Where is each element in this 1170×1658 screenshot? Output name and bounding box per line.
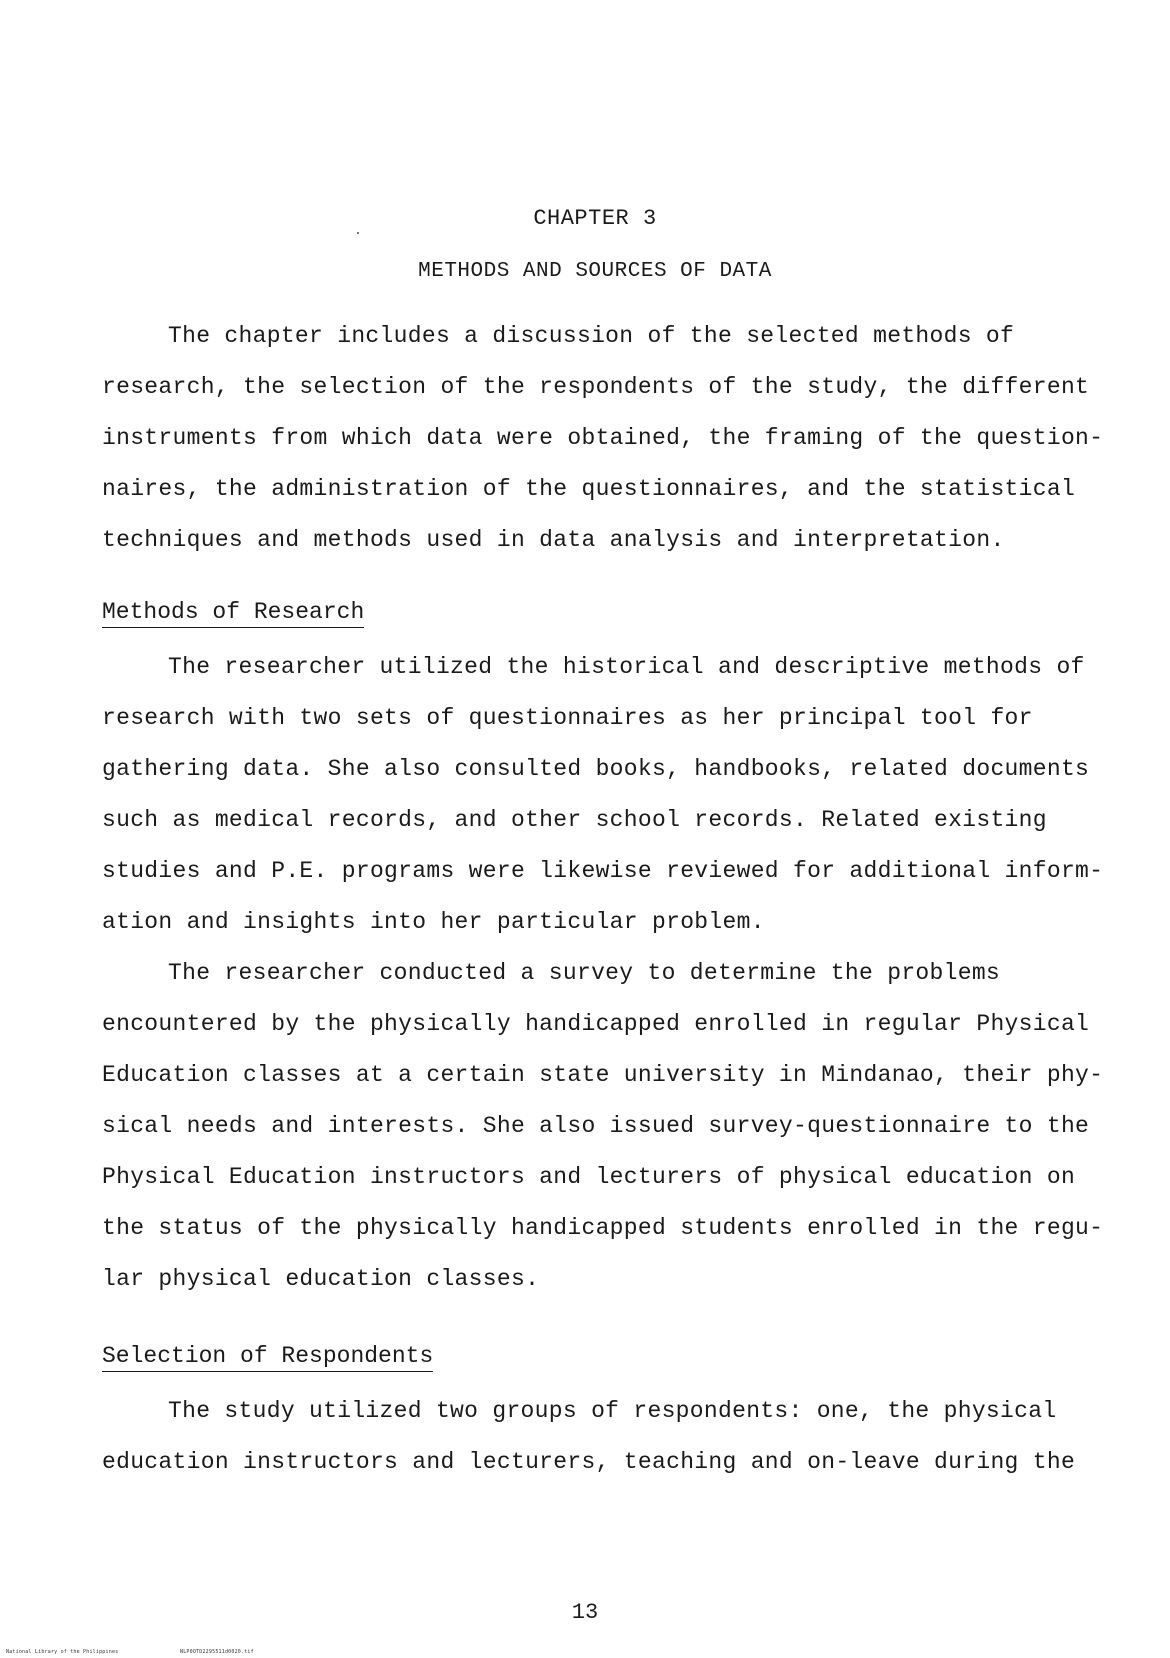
paragraph-line: gathering data. She also consulted books, handbooks, related documents [102, 756, 1090, 782]
section-heading-respondents: Selection of Respondents [102, 1344, 433, 1372]
paragraph-line: techniques and methods used in data analysis and interpretation. [102, 527, 1005, 553]
paragraph-line: encountered by the physically handicapped enrolled in regular Physical [102, 1011, 1090, 1037]
paragraph-line: the status of the physically handicapped students enrolled in the regu- [102, 1215, 1104, 1241]
footer-library-credit: National Library of the Philippines [6, 1649, 119, 1655]
paragraph-line: naires, the administration of the questionnaires, and the statistical [102, 476, 1076, 502]
paragraph-line: research with two sets of questionnaires as her principal tool for [102, 705, 1033, 731]
paragraph-line: instruments from which data were obtained, the framing of the question- [102, 425, 1104, 451]
page-number: 13 [571, 1600, 599, 1625]
paragraph-line: Education classes at a certain state university in Mindanao, their phy- [102, 1062, 1104, 1088]
paragraph-line: The study utilized two groups of respondents: one, the physical [168, 1398, 1057, 1424]
scan-speck [357, 232, 359, 234]
paragraph-line: studies and P.E. programs were likewise reviewed for additional inform- [102, 858, 1104, 884]
paragraph-line: ation and insights into her particular problem. [102, 909, 765, 935]
footer-file-code: NLP0OTD2295511d0020.tif [180, 1649, 254, 1655]
paragraph-line: such as medical records, and other school records. Related existing [102, 807, 1047, 833]
paragraph-line: sical needs and interests. She also issued survey-questionnaire to the [102, 1113, 1090, 1139]
chapter-title: METHODS AND SOURCES OF DATA [418, 260, 772, 283]
section-heading-methods: Methods of Research [102, 600, 364, 628]
paragraph-line: Physical Education instructors and lecturers of physical education on [102, 1164, 1076, 1190]
paragraph-line: The chapter includes a discussion of the selected methods of [168, 323, 1015, 349]
paragraph-line: education instructors and lecturers, teaching and on-leave during the [102, 1449, 1076, 1475]
paragraph-line: The researcher conducted a survey to determine the problems [168, 960, 1001, 986]
paragraph-line: research, the selection of the respondents of the study, the different [102, 374, 1090, 400]
paragraph-line: The researcher utilized the historical and descriptive methods of [168, 654, 1085, 680]
chapter-label: CHAPTER 3 [533, 206, 657, 231]
paragraph-line: lar physical education classes. [102, 1266, 540, 1292]
